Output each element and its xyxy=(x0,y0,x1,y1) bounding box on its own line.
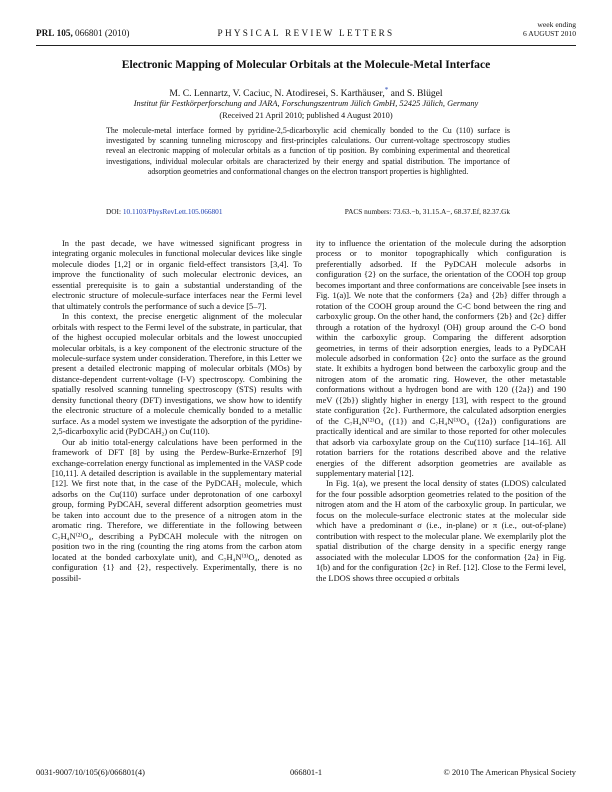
paragraph: In the past decade, we have witnessed significant progress in integrating organic molecules in functional molecular devices like single molecule diodes [1,2] or in organic field-effect transistors [3,4]. To improve the functionality of such molecular electronic devices, an essential prerequisite is to gain a substantial understanding of the electronic structure of molecule-surface interfaces near the Fermi level that ultimately controls the performance of such a device [5–7]. xyxy=(52,238,302,311)
authors-before-star: M. C. Lennartz, V. Caciuc, N. Atodiresei, S. Karthäuser, xyxy=(169,88,385,100)
doi-pacs-line xyxy=(106,207,510,216)
paragraph: In Fig. 1(a), we present the local density of states (LDOS) calculated for the four possible adsorption geometries related to the position of the nitrogen atom and the H atom of the carboxylic group. In particular, we focus on the molecule-surface electronic states at the molecular side which have a predominant σ (i.e., in-plane) or π (i.e., out-of-plane) contribution with respect to the molecular plane. We exemplarily plot the spatial distribution of the charge density in a specific energy range associated with the molecular LDOS for the conformation {2a} in Fig. 1(b) and for the configuration {2c} in Ref. [12]. Close to the Fermi level, the LDOS shows three occupied σ orbitals xyxy=(316,478,566,583)
copyright: © 2010 The American Physical Society xyxy=(443,768,576,777)
header-rule xyxy=(36,45,576,46)
abstract: The molecule-metal interface formed by pyridine-2,5-dicarboxylic acid chemically bonded to the Cu (110) surface is investigated by scanning tunneling microscopy and first-principles calculations. Our current-voltage spectroscopy studies reveal an electronic mapping of molecular orbitals as a function of tip position. By combining experimental and theoretical investigations, individual molecular orbitals are characterized by their energy and spatial distribution. The importance of adsorption geometries and conformational changes on the electron transport properties is highlighted. xyxy=(106,126,510,176)
article-number: 066801 (2010) xyxy=(75,28,130,38)
paper-title: Electronic Mapping of Molecular Orbitals at the Molecule-Metal Interface xyxy=(121,58,491,71)
corresponding-author-link[interactable]: * xyxy=(384,86,389,94)
doi-link[interactable]: 10.1103/PhysRevLett.105.066801 xyxy=(122,207,223,216)
doi-label: DOI: xyxy=(106,207,121,216)
author-list xyxy=(36,86,576,99)
body-column-right xyxy=(316,238,566,583)
paragraph: ity to influence the orientation of the molecule during the adsorption process or to monitor topographically which configuration is preferentially adsorbed. If the PyDCAH molecule adsorbs in configuration {2} on the surface, the orientation of the COOH top group becomes important and three conformations are conceivable [see insets in Fig. 1(a)]. We note that the conformers {2a} and {2b} differ through a rotation of the COOH group around the C-C bond between the ring and carboxylic group. On the other hand, the conformers {2b} and {2c} differ through a rotation of the hydroxyl (OH) group around the C-O bond within the carboxylic group. Comparing the different adsorption geometries, in terms of their adsorption energies, leads to a PyDCAH molecule adsorbed in conformation {2c} onto the surface as the ground state. It exhibits a hydrogen bond between the carboxylic group and the nitrogen atom of the aromatic ring. However, the other metastable conformations without a hydrogen bond are with 120 ({2a}) and 190 meV ({2b}) slightly higher in energy [13], with respect to the ground state configuration {2c}. Furthermore, the calculated adsorption energies of the C₇H₄N⁽²⁾O₄ ({1}) and C₇H₄N⁽³⁾O₄ ({2a}) configurations are practically identical and are similar to those reported for other molecules that adsorb via carboxylate group on the Cu(110) surface [14–16]. All rotation barriers for the rotations described above and the relative energies of the different adsorption geometries are available as supplementary material [12]. xyxy=(316,238,566,478)
running-header xyxy=(36,20,576,44)
received-dates: (Received 21 April 2010; published 4 August 2010) xyxy=(219,111,393,120)
issue-date xyxy=(523,21,576,38)
page-number: 066801-1 xyxy=(289,768,323,777)
affiliation: Institut für Festkörperforschung and JARA, Forschungszentrum Jülich GmbH, 52425 Jülich, Germany xyxy=(133,99,479,108)
authors-after-star: and S. Blügel xyxy=(388,88,443,100)
journal-volume: 105, xyxy=(56,28,73,38)
date-label: 6 AUGUST 2010 xyxy=(522,28,576,38)
paragraph: In this context, the precise energetic alignment of the molecular orbitals with respect to the Fermi level of the substrate, in particular, that of the highest occupied molecular orbitals and the lowest unoccupied molecular orbitals, is a key component of the electronic structure of the molecule-surface system under consideration. Therefore, in this Letter we present a detailed electronic mapping of molecular orbitals (MOs) by distance-dependent current-voltage (I-V) spectroscopy. Combining the spatially resolved scanning tunneling spectroscopy (STS) results with density functional theory (DFT) investigations, we show how to identify the electronic structure of a molecule chemically bonded to a metallic surface. As a model system we investigate the adsorption of the pyridine-2,5-dicarboxylic acid (PyDCAH₂) on Cu(110). xyxy=(52,311,302,437)
week-label: week ending xyxy=(537,20,576,29)
paragraph: Our ab initio total-energy calculations have been performed in the framework of DFT [8] by using the Perdew-Burke-Ernzerhof [9] exchange-correlation energy functional as implemented in the VASP code [10,11]. A detailed description is available in the supplementary material [12]. We first note that, in the case of the PyDCAH₂ molecule, which adsorbs on the Cu(110) surface under deprotonation of one carboxyl group, forming PyDCAH, several different adsorption geometries must be taken into account due to the presence of a nitrogen atom in the aromatic ring. Therefore, we differentiate in the following between C₇H₄N⁽²⁾O₄, describing a PyDCAH molecule with the nitrogen on position two in the ring (counting the ring atoms from the carbon atom located at the bonded carboxylate unit), and C₇H₄N⁽³⁾O₄, denoted as configuration {1} and {2}, respectively. Experimentally, there is no possibil- xyxy=(52,436,302,583)
journal-name: PHYSICAL REVIEW LETTERS xyxy=(217,28,395,38)
journal-abbrev: PRL xyxy=(36,28,55,38)
footer-code: 0031-9007/10/105(6)/066801(4) xyxy=(36,768,145,777)
body-column-left xyxy=(52,238,302,583)
pacs-numbers: PACS numbers: 73.63.−b, 31.15.A−, 68.37.Ef, 82.37.Gk xyxy=(344,207,510,216)
